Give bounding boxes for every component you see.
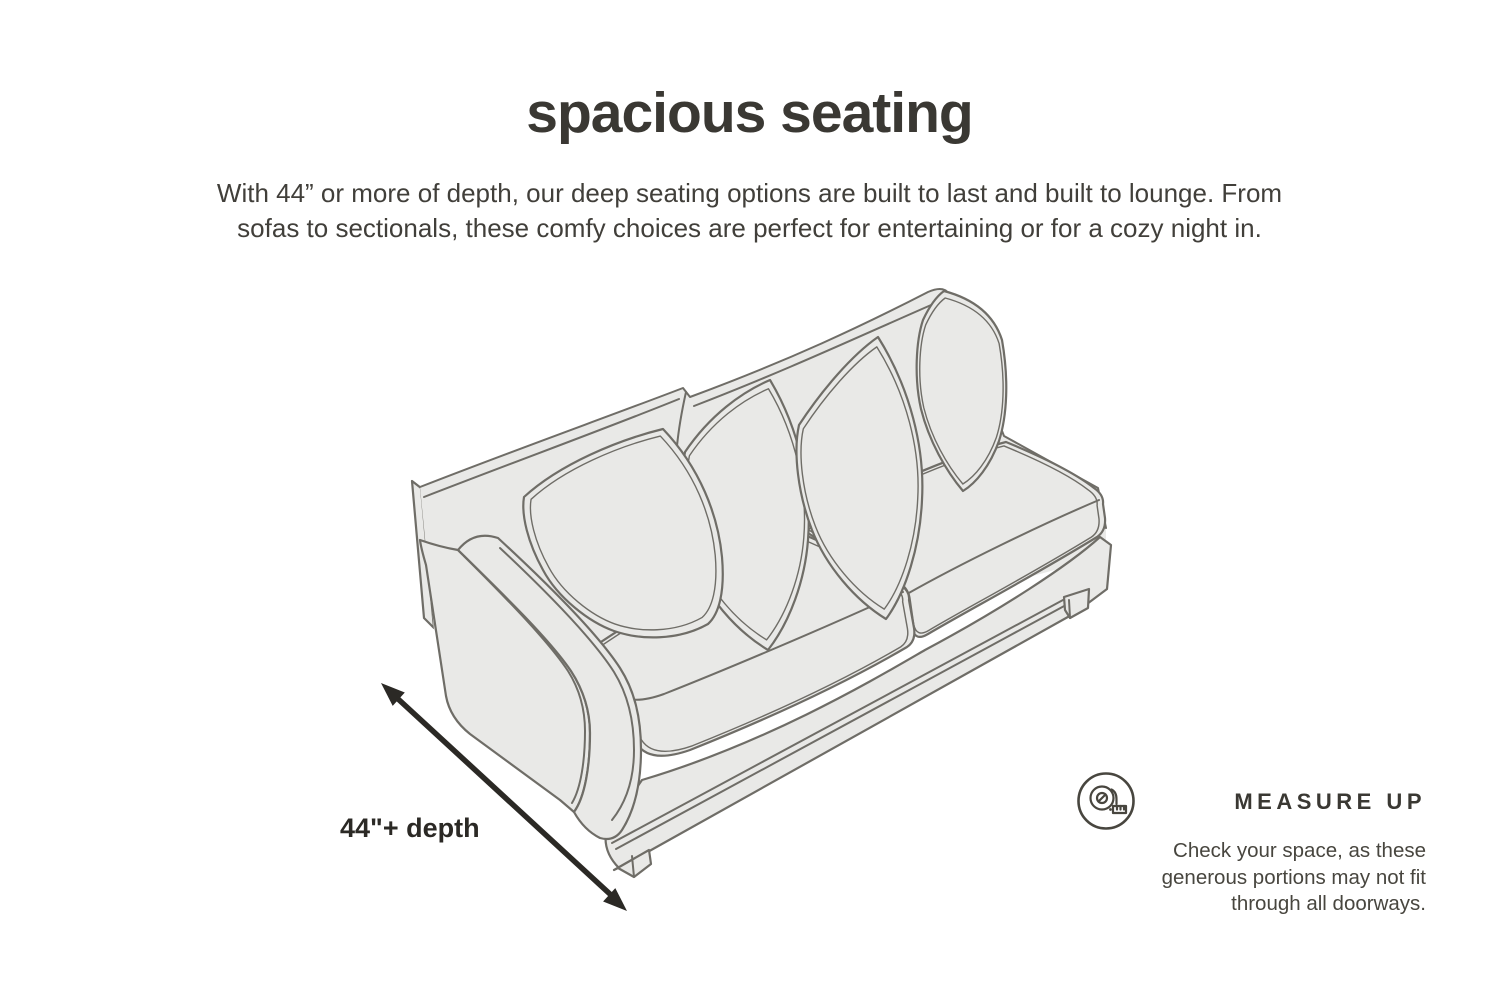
measure-up-note-line-3: through all doorways. — [1231, 892, 1426, 915]
sofa-illustration — [412, 289, 1111, 877]
intro-line-1: With 44” or more of depth, our deep seating options are built to last and built to lounge. From — [216, 178, 1283, 208]
measure-up-note-line-2: generous portions may not fit — [1161, 865, 1426, 889]
measure-up-title: MEASURE UP — [1234, 789, 1426, 814]
page-title: spacious seating — [526, 81, 973, 145]
intro-line-2: sofas to sectionals, these comfy choices are perfect for entertaining or for a cozy night in. — [237, 213, 1262, 243]
measure-up-note-line-1: Check your space, as these — [1173, 839, 1426, 862]
depth-dimension-label: 44"+ depth — [340, 813, 480, 843]
measure-up-note — [1066, 838, 1426, 918]
measuring-tape-icon — [1076, 771, 1136, 831]
